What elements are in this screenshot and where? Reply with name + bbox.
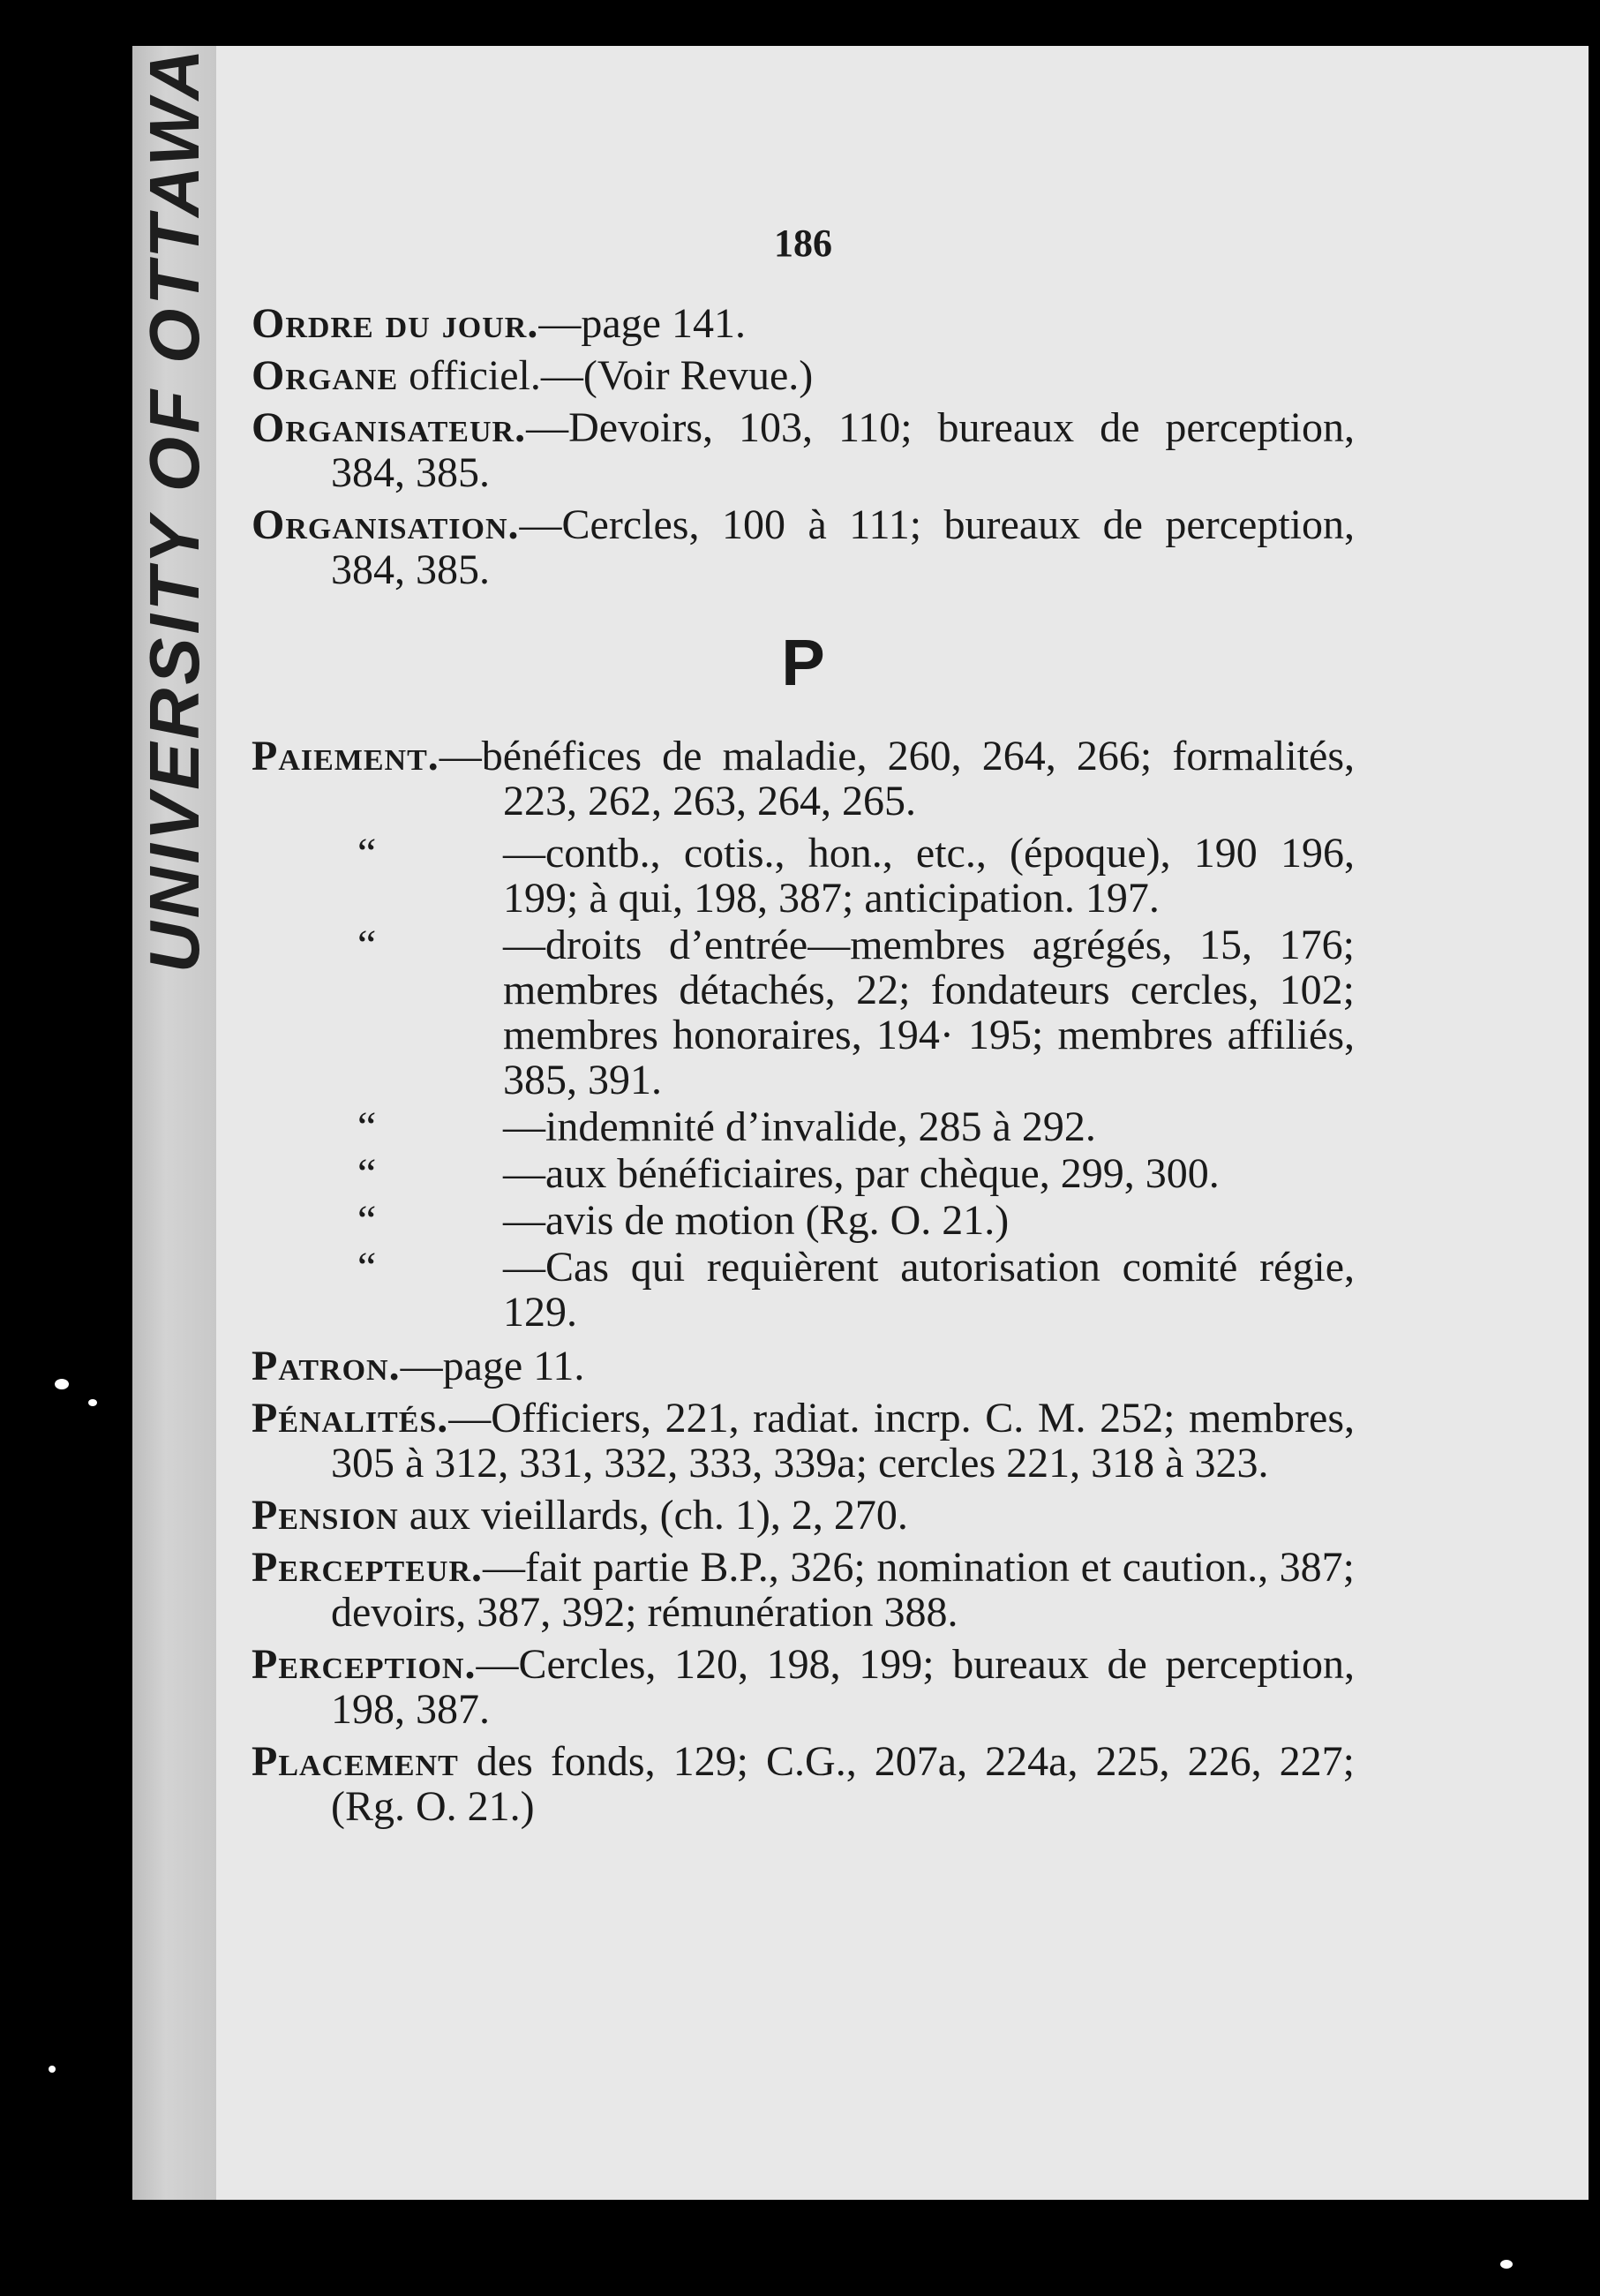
sub-entry-text: —aux bénéficiaires, par chèque, 299, 300. [503,1150,1220,1197]
ditto-mark: “ [357,1150,377,1197]
ditto-mark: “ [357,1103,377,1150]
index-entry [252,1493,1355,1538]
entry-text: —Devoirs, 103, 110; bureaux de perception, 384, 385. [331,404,1355,496]
sub-entry-text: —Cas qui requièrent autorisation comité régie, 129. [503,1244,1355,1336]
ditto-mark: “ [357,1197,377,1244]
sub-entry-text: —avis de motion (Rg. O. 21.) [503,1197,1010,1244]
index-entry [252,1396,1355,1486]
dust-speck [55,1379,69,1389]
entry-text: —Officiers, 221, radiat. incrp. C. M. 252; membres, 305 à 312, 331, 332, 333, 339a; cercles 221, 318 à 323. [331,1395,1355,1487]
entry-text: aux vieillards, (ch. 1), 2, 270. [398,1492,908,1539]
sub-entry-text: —indemnité d’invalide, 285 à 292. [503,1103,1096,1150]
sub-entry [252,1151,1355,1196]
ditto-mark: “ [357,922,377,968]
entry-headword: Pénalités. [252,1395,449,1442]
sub-entry [252,1245,1355,1335]
index-entry [252,405,1355,495]
sub-entry [252,1104,1355,1149]
index-entry-paiement [252,734,1355,824]
sub-entry [252,831,1355,921]
index-entry [252,1545,1355,1635]
entry-headword: Organisateur. [252,404,527,451]
entry-headword: Organisation. [252,501,520,548]
index-entry [252,353,1355,398]
dust-speck [88,1399,97,1406]
index-entry [252,502,1355,592]
entry-headword: Ordre du jour. [252,300,539,347]
index-content [252,221,1355,1836]
index-entry [252,1739,1355,1829]
entry-text: —bénéfices de maladie, 260, 264, 266; formalités, 223, 262, 263, 264, 265. [439,733,1355,824]
entry-text: officiel.—(Voir Revue.) [398,352,814,399]
entry-headword: Paiement. [252,733,439,779]
sub-entry [252,922,1355,1103]
index-entry [252,1344,1355,1389]
entry-text: —fait partie B.P., 326; nomination et caution., 387; devoirs, 387, 392; rémunération 388. [331,1544,1355,1636]
sub-entry-text: —droits d’entrée—membres agrégés, 15, 176; membres détachés, 22; fondateurs cercles, 102; membres honoraires, 194· 195; membres affiliés, 385, 391. [503,922,1355,1103]
entry-text: —Cercles, 120, 198, 199; bureaux de perception, 198, 387. [331,1641,1355,1733]
entry-headword: Placement [252,1738,459,1785]
index-entry [252,301,1355,346]
entry-headword: Percepteur. [252,1544,484,1591]
entry-text: —Cercles, 100 à 111; bureaux de perception, 384, 385. [331,501,1355,593]
spine-stamp: UNIVERSITY OF OTTAWA [135,46,214,974]
entry-text: —page 11. [400,1343,585,1389]
sub-entry-text: —contb., cotis., hon., etc., (époque), 190 196, 199; à qui, 198, 387; anticipation. 197. [503,830,1355,922]
entry-headword: Organe [252,352,399,399]
entry-headword: Perception. [252,1641,477,1688]
entry-text: des fonds, 129; C.G., 207a, 224a, 225, 226, 227; (Rg. O. 21.) [331,1738,1355,1830]
page-number: 186 [774,222,832,265]
entry-text: —page 141. [538,300,746,347]
index-entry [252,1642,1355,1732]
entry-headword: Pension [252,1492,399,1539]
dust-speck [1500,2260,1513,2269]
section-letter: P [781,626,825,699]
ditto-mark: “ [357,830,377,877]
ditto-mark: “ [357,1244,377,1291]
sub-entry [252,1198,1355,1243]
dust-speck [49,2066,56,2073]
entry-headword: Patron. [252,1343,401,1389]
